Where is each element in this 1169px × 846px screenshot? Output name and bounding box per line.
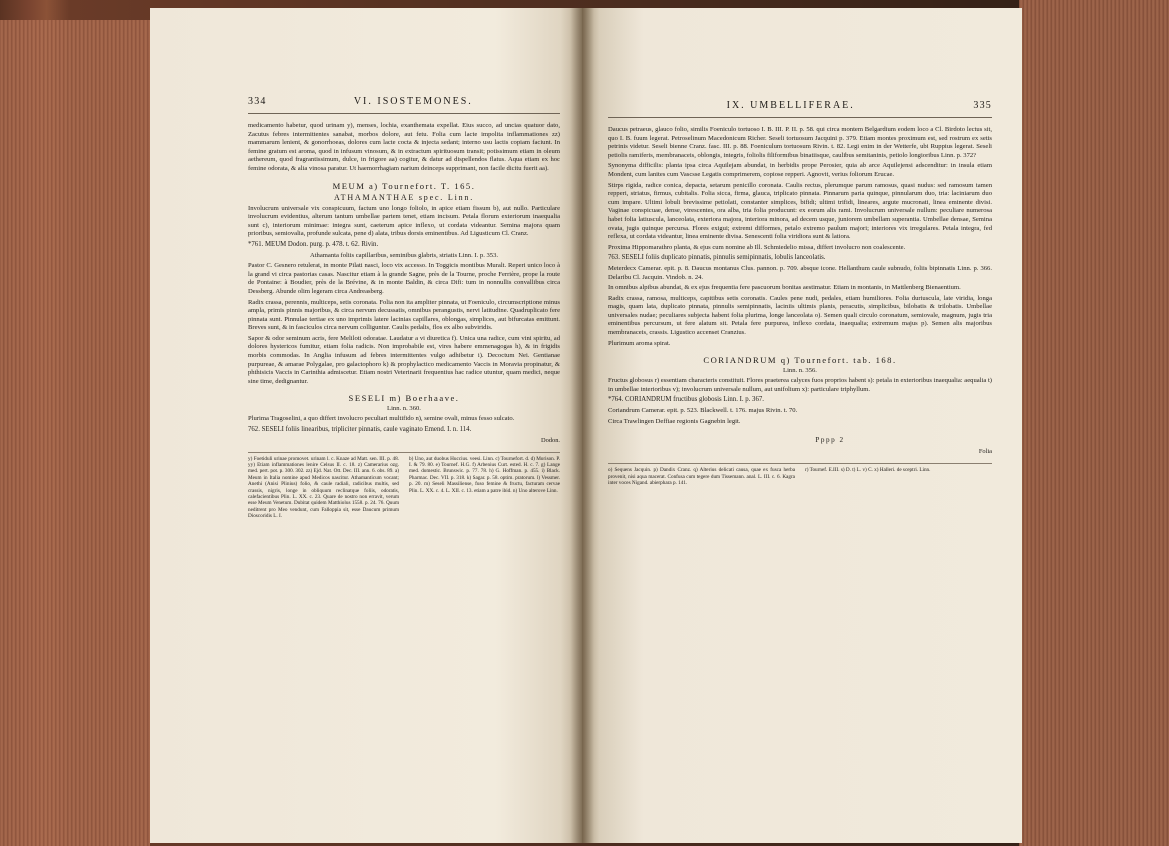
entry-761-radix: Radix crassa, perennis, multiceps, setis coronata. Folia non ita ampliter pinnata, ut Foeniculo, circumscriptione minus ampla, primis pinnis majoribus, & circa nervum decussatis, omnibus perangustis, nervi latitudine. Quadruplicato fere pinnata sunt. Pinnulae tertiae ex uno imprimis latere lacinias capillares, oblongas, simplices, aut bifurcatas emittunt. Breves sunt, & in fasciculos circa nervum colliguntur. Caulis pedalis, flos ex albo subviridis. — [248, 298, 560, 332]
left-footnotes-col2: b) Uno, aut duobus Huccius. veesi. Linn. c) Tournefort. d. d) Morison. P. I. & 79. 80. e) Tournef. H.G. f) Arbenius Curt. ested. H. c. 7. g) Lange med. domestic. Brunswic. p. 77. 78. h) G. Hoffman. p. 455. i) Black. Pharmac. Dec. VII. p. 318. k) Sagar. p. 58. optim. pratorum. l) Vessmer. p. 20. m) Seseli Massiliense, fuso femine & fructu, facturam cervae Plin. L. XX. c. 4. L. XII. c. 13. etiam a patre ibid. n) Uno alterove Linn. — [409, 455, 560, 494]
left-page — [150, 8, 582, 843]
left-page-edges — [0, 20, 150, 846]
right-synonyma-paragraph: Synonyma difficilis: planta ipsa circa Aquilejam abundat, in herbidis prope Perosier, quia ab arce Aquilejensi adscenditur: in insula etiam Mondent, cum lanites cum Vascsse Legatis comprimerem, copiose repperi. Agnovit, verius foliorum Erucae. — [608, 162, 992, 178]
left-running-head — [248, 96, 560, 107]
entry-763-locality: In omnibus alpibus abundat, & ex ejus frequentia fere pascuorum bonitas aestimatur. Etiam in montanis, in Mattlenberg Bienaentium. — [608, 284, 961, 292]
entry-763-radix: Radix crassa, ramosa, multiceps, capitibus setis coronatis. Caules pene nudi, pedales, etiam humiliores. Folia duriuscula, late viridia, longa magis, quam lata, duplicato pinnata, pinnulis semipinnatis, laciniis ultimis planis, peracutis, simplicibus, bilobatis & trilobatis. Umbellae universales nudae; peculiares subjecta habent folia plurima, longe lanceolata o). Semen quali circulo coronatum, semiovale, magnum, jugis tria eminentibus percursum, ut fere alatum sit. Petala fere purpurea, inflexo cordata, inaequalia; extremum majus p). Semen alis majoribus membranaceis, crassis. Ligustico accenset Cranzius. — [608, 294, 992, 337]
entry-762-title: 762. SESELI foliis linearibus, tripliciter pinnatis, caule vaginato Emend. I. n. 114. — [248, 426, 472, 434]
right-footnotes — [608, 463, 992, 488]
right-footnotes-col2: r) Tournef. E.III. s) D. t) L. v) C. x) Halleri. de sceptri. Linn. — [805, 467, 931, 474]
left-page-number: 334 — [248, 96, 267, 107]
coriandrum-linn-ref: Linn. n. 356. — [783, 367, 817, 375]
right-page-edges — [1019, 0, 1169, 846]
coriandrum-genus-title: CORIANDRUM q) Tournefort. tab. 168. — [703, 355, 897, 366]
left-footnotes-col1: y) Foetiduli urinae promovet. urinam l. c. Knaze ad Matt. sen. III. p. 48. yy) Etiam inflammationes lenire Celsus II. c. 18. z) Camerarius ozg. med. pert. pot. p. 300. 302. zz) Ejd. Nat. Ott. Dec. III. ann. 6. obs. 89. a) Meum in Italia nomine apud Medicos nascitur. Athamanticum vocant; Anethi (Anisi Plinius) folio, & caule radiali, radicibus multis, sed crassis, nigris, longe in obliquum reclinatque foliis, odoratis, calefacientibus Plin. L. XX. c. 23. Quare de nostro non erravit, verum esse Meum Venetum. Dubitat quidem Matthiolus 1558. p. 24. 76. Quum neditrent pro Meo vendunt, cum Falloppia sit, esse Daucum primum Dioscoridis L. I. — [248, 455, 399, 520]
entry-761-locality: Pastor C. Gesnero retulerat, in monte Pilati nasci, loco vix accesso. In Toggicis montibus Muralt. Reperi unico loco à la grand vi circa pastorias casas. Nascitur etiam à la grande Sagne, près de la Tourne, proche Ferrière, prope la route de Pontaine: à Boudier, près de la Brévine, & in monte Baldin, & circa Difi: tum in nonnullis convallibus circa Dessberg. Abunde olim legeram circa Andreasberg. — [248, 262, 560, 295]
entry-764-locality: Circa Trawlingen Deffiae regionis Gagnebin legit. — [608, 417, 741, 425]
entry-761-title: *761. MEUM Dodon. purg. p. 478. t. 62. Rivin. — [248, 240, 379, 248]
entry-763-aroma: Plurimum aroma spirat. — [608, 339, 671, 347]
left-footnotes — [248, 452, 560, 522]
entry-761-sapor: Sapor & odor seminum acris, fere Meliloti odoratae. Laudatur a vi diuretica f). Unica una radice, cum vini spiritu, ad dolores hystericos fumitur, etiam folia radicis. Non improbabile est, vires habere emmenagogas h), & in frigidis morbis commodas. In Anglia infusum ad febres intermittentes vulgo adhibetur i). Decoctum Nei. Gentianae purpureae, & amarae Polygalae, pro galactophoro k) & prophylactico medicamento Vaccis in Moravia propinatur, & phthisicis Vaccis in Carinthia admiscetur. Etiam nostri Veterinarii frequentius hac radice utuntur, quam medici, neque sine time, dedignantur. — [248, 334, 560, 385]
right-running-head — [608, 100, 992, 111]
right-head-rule — [608, 117, 992, 118]
seseli-genus-title: SESELI m) Boerhaave. — [348, 393, 460, 404]
seseli-description: Plurima Tragoselini, a quo differt involucro peculiari multifido n), semine ovali, minus fesso sulcato. — [248, 415, 515, 423]
right-stirps-paragraph: Stirps rigida, radice conica, depacta, setarum penicillo coronata. Caulis rectus, plerumque parum ramosus, quasi nudus: sed ramosum tamen repperi, striatus, firmus, cubitalis. Folia sicca, firma, glauca, triplicato pinnata. Pinnarum paria quinque, pinnularum duo, tria: laciniarum duo cum impare. Ultimi lobuli brevissime petiolati, constanter simplices, bifidi; ultimi trifidi, lineares, argute mucronati, linea eminente divisi. Vaginae conspicuae, dense, virescentes, ora alba, tria folia producunt: ex eorum alis rami. Involucrum universale nullum: peculiare numerosa habet folia latiuscula, lanceolata, exteriora majora, interiora minora, ad decem usque, juniorem umbellam superantia. Umbellae densae, Semina ovata, jugis quinque percursa. Flores exigui; extremi difformes, petalo extremo paulum majori; interiores vix irregulares. Petala integra, fed reflexa, ut cordata videantur, linea eminente divisa. Senescenti folia viridiora sunt & latiora. — [608, 181, 992, 241]
right-proxima-paragraph: Proxima Hippomarathro planta, & ejus cum nomine ab Ill. Schmiedelio missa, differt involucro non coalescente. — [608, 243, 906, 251]
right-footnotes-col1: o) Sequens Jacquin. p) Dandix Cranz. q) Alterius delicati causa, quae ex fusca herba provenit, nisi aqua macerat. Confusa cum tegere dum Tissemann. anal. L. III. c. 6. Kagra inter voces Nigand. abierphara p. 141. — [608, 467, 795, 487]
book-gutter — [570, 8, 594, 843]
entry-764-title: *764. CORIANDRUM fructibus globosis Linn. I. p. 367. — [608, 396, 764, 404]
athamantha-subtitle: ATHAMANTHAE spec. Linn. — [333, 192, 475, 202]
entry-764-synonyms: Coriandrum Camerar. epit. p. 523. Blackwell. t. 176. majus Rivin. t. 70. — [608, 407, 798, 415]
printer-signature: Pppp 2 — [815, 436, 845, 445]
meum-genus-title: MEUM a) Tournefort. T. 165. — [332, 180, 476, 191]
entry-763-synonyms: Meterdecx Camerar. epit. p. 8. Daucus montanus Clus. pannon. p. 709. absque icone. Hellanthum caule subnudo, foliis bipinnatis Linn. p. 366. Delaribu Cl. Jacquin. Vindob. n. 24. — [608, 264, 992, 281]
left-intro-paragraph: medicamento habetur, quod urinam y), menses, lochia, exanthemata expellat. Eius succo, ad uncias quatuor dato, Zacutus febres intermittentes sanabat, morbos dolore, aut fetu. Folia cum lacte impolita inflammationes zz) mammarum lenient, & gonorrhoeas, dolores cum lacte cocta & injecta sedant; interno usu lactis copiam faciunt. In femine gratum est aroma, quod in infusum vinosum, & in extractum spirituosum transit; potissimum etiam in oleum aethereum, quod fragrantissimum, dulce, in frigore aa) cogitur, & datur ad dispellendos flatus. Aqua etiam ex hoc femine odorata, & alia vinosa paratur. Ut haemorrhagiam narium deinceps supprimant, non facile dicitu fuerit aa). — [248, 122, 560, 172]
right-catchword: Folia — [978, 448, 992, 456]
right-page — [582, 8, 1022, 843]
left-head-rule — [248, 113, 560, 114]
left-catchword: Dodon. — [541, 436, 560, 444]
right-top-synonyms: Daucus petraeus, glauco folio, similis Foeniculo tortuoso I. B. III. P. II. p. 58. qui circa montem Belgardium eodem loco a Cl. Birdoto lectus sit, quo I. B. fuum legerat. Petroselinum Macedonicum Richer. Seseli tortuosum Jacquini p. 379. Etiam montes proximum est, sed rostrum ex setis petrinis videtur. Seseli bienne Cranz. fasc. III. p. 88. Foeniculum tortuosum Rivin. t. 82. Legi enim in der Wetterfe, ubi Ruppius legerat. Seseli petiolis ramiferis, membranaceis, oblongis, integris, foliolis filiformibus binatiisque, caulibus semitaninis, petiolo longioribus Linn. p. 372? — [608, 126, 992, 159]
seseli-linn-ref: Linn. n. 360. — [387, 405, 421, 413]
entry-763-title: 763. SESELI foliis duplicato pinnatis, pinnulis semipinnatis, lobulis lanceolatis. — [608, 254, 826, 262]
coriandrum-description: Fructus globosus r) essentiam characteris constituit. Flores praeterea calyces fuos proprios habent s): petala in exterioribus inaequalia: aequalia t) in umbellae interioribus v); involucrum universale nullum, aut unifolium x): particulare triphyllum. — [608, 377, 992, 393]
right-page-number: 335 — [973, 100, 992, 111]
right-section-title: IX. UMBELLIFERAE. — [726, 100, 855, 111]
left-section-title: VI. ISOSTEMONES. — [353, 96, 473, 107]
athamantha-description: Involucrum universale vix conspicuum, factum uno longo foliolo, in apice etiam fissum b), aut nullo. Particulare involucrum evidentius, alterum tantum umbellae partem tenet, etiam incisum. Petala florum exteriorum inaequalia sunt c), interiorum minimae: integra sunt, caeterum apice inflexo, ut cordata videantur. Semina majora quam prioribus, semiovalia, profunde sulcata, pene d) alata, tribus dorsis eminentibus. Ad Ligusticum Cl. Cranz. — [248, 204, 560, 238]
entry-761-synonym: Athamanta foliis capillaribus, seminibus glabris, striatis Linn. I. p. 353. — [309, 251, 499, 259]
